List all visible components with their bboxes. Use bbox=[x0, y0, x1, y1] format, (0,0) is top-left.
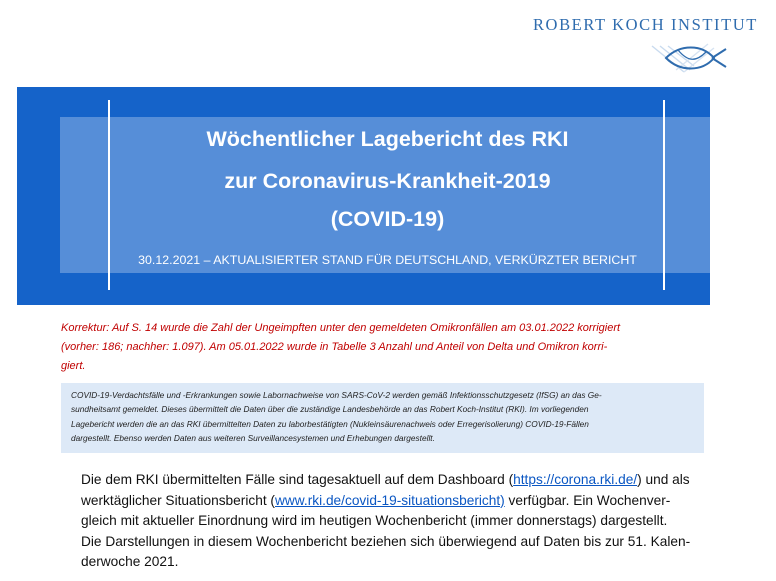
correction-line: (vorher: 186; nachher: 1.097). Am 05.01.2022 wurde in Tabelle 3 Anzahl und Anteil von Delta und Omikron korri- bbox=[61, 341, 608, 353]
info-line: dargestellt. Ebenso werden Daten aus weiteren Surveillancesystemen und Erhebungen dargestellt. bbox=[71, 433, 435, 444]
dashboard-link[interactable]: https://corona.rki.de/ bbox=[513, 472, 638, 487]
report-title-line-3: (COVID-19) bbox=[330, 207, 445, 231]
body-line: gleich mit aktueller Einordnung wird im heutigen Wochenbericht (immer donnerstags) dargestellt. bbox=[81, 513, 668, 528]
institute-name: ROBERT KOCH INSTITUT bbox=[532, 15, 758, 34]
body-line: derwoche 2021. bbox=[81, 554, 179, 569]
report-title-line-1: Wöchentlicher Lagebericht des RKI bbox=[206, 127, 569, 151]
situation-report-link[interactable]: www.rki.de/covid-19-situationsbericht) bbox=[275, 492, 505, 508]
info-line: Lagebericht werden die an das RKI übermittelten Daten zu laborbestätigten (Nukleinsäurenachweis oder Erregerisolierung) COVID-19-Fällen bbox=[71, 418, 589, 429]
body-text-segment: Die dem RKI übermittelten Fälle sind tagesaktuell auf dem Dashboard ( bbox=[81, 472, 514, 487]
body-text-segment: verfügbar. Ein Wochenver- bbox=[504, 492, 671, 508]
body-line: Die Darstellungen in diesem Wochenbericht beziehen sich überwiegend auf Daten bis zur 51. Kalen- bbox=[81, 533, 691, 549]
report-title-line-2: zur Coronavirus-Krankheit-2019 bbox=[224, 169, 551, 193]
body-line bbox=[81, 491, 721, 512]
correction-line: giert. bbox=[61, 360, 86, 372]
report-subtitle: 30.12.2021 – AKTUALISIERTER STAND FÜR DEUTSCHLAND, VERKÜRZTER BERICHT bbox=[138, 253, 637, 267]
body-line bbox=[81, 470, 721, 491]
body-text-segment: werktäglicher Situationsbericht ( bbox=[81, 492, 275, 508]
info-line: sundheitsamt gemeldet. Dieses übermittelt die Daten über die zuständige Landesbehörde an das Robert Koch-Institut (RKI). Im vorliegenden bbox=[71, 404, 589, 415]
body-text-segment: ) und als bbox=[637, 472, 690, 487]
body-paragraph bbox=[81, 470, 721, 573]
info-line: COVID-19-Verdachtsfälle und -Erkrankungen sowie Labornachweise von SARS-CoV-2 werden gemäß Infektionsschutzgesetz (IfSG) an das Ge- bbox=[71, 390, 602, 400]
info-box bbox=[61, 383, 704, 453]
rki-logo-icon bbox=[648, 40, 730, 76]
correction-line: Korrektur: Auf S. 14 wurde die Zahl der Ungeimpften unter den gemeldeten Omikronfällen am 03.01.2022 korrigiert bbox=[61, 322, 621, 334]
correction-notice bbox=[61, 319, 716, 376]
